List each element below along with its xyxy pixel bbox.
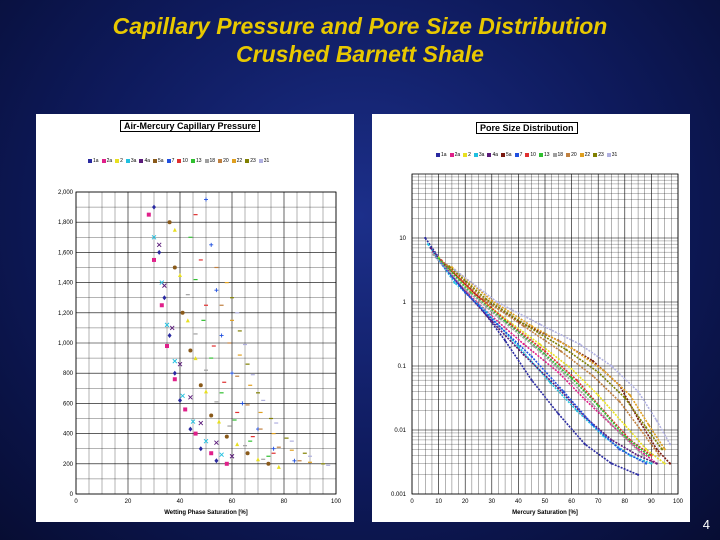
data-point (648, 424, 650, 426)
data-point (214, 401, 218, 402)
legend-label: 1a (93, 158, 99, 164)
data-point (178, 273, 182, 277)
y-tick-label: 200 (62, 461, 73, 468)
data-point (571, 377, 573, 379)
x-tick-label: 100 (330, 499, 342, 505)
data-point (640, 429, 642, 431)
data-point (225, 435, 229, 439)
data-point (496, 323, 498, 325)
data-point (637, 390, 639, 392)
y-tick-label: 600 (62, 401, 73, 408)
data-point (618, 400, 620, 402)
data-point (186, 318, 190, 322)
data-point (664, 448, 666, 450)
legend-label: 13 (543, 152, 550, 158)
x-tick-label: 20 (124, 499, 132, 505)
data-point (292, 459, 296, 463)
data-point (565, 349, 567, 351)
series-5a (443, 262, 671, 464)
data-point (243, 344, 247, 345)
y-tick-label: 10 (399, 236, 406, 242)
data-point (645, 448, 647, 450)
y-tick-label: 0 (69, 492, 73, 498)
data-point (661, 448, 663, 450)
data-point (648, 454, 650, 456)
slide-title-line2: Crushed Barnett Shale (236, 41, 484, 67)
data-point (531, 325, 533, 327)
data-point (235, 312, 239, 313)
data-point (432, 254, 434, 256)
data-point (214, 458, 218, 463)
data-point (272, 433, 276, 434)
data-point (188, 237, 192, 238)
data-point (199, 383, 203, 387)
data-point (592, 375, 594, 377)
legend-label: 20 (571, 152, 577, 158)
legend-label: 10 (530, 152, 536, 158)
x-tick-label: 80 (621, 499, 629, 505)
data-point (222, 382, 226, 383)
x-tick-label: 0 (74, 499, 78, 505)
x-tick-label: 20 (461, 499, 469, 505)
x-axis-label: Mercury Saturation [%] (512, 510, 578, 516)
data-point (256, 457, 260, 461)
data-point (637, 454, 639, 456)
data-point (168, 333, 172, 338)
data-point (269, 418, 273, 419)
x-tick-label: 60 (228, 499, 236, 505)
data-point (230, 297, 234, 298)
data-point (544, 350, 546, 352)
series-31 (235, 312, 330, 466)
series-line (449, 266, 662, 449)
data-point (220, 453, 224, 457)
data-point (669, 443, 671, 445)
data-point (645, 462, 647, 464)
data-point (168, 220, 172, 224)
data-point (523, 343, 525, 345)
data-point (261, 459, 265, 460)
series-10 (440, 259, 652, 456)
data-point (563, 390, 565, 392)
data-point (610, 462, 612, 464)
data-point (664, 462, 666, 464)
data-point (194, 432, 198, 436)
data-point (499, 318, 501, 320)
data-point (246, 404, 250, 405)
data-point (321, 463, 325, 464)
data-point (496, 301, 498, 303)
legend-label: 2a (454, 152, 461, 158)
data-point (230, 320, 234, 321)
data-point (248, 385, 252, 386)
series-1a (152, 205, 218, 464)
data-point (448, 265, 450, 267)
y-tick-label: 1,000 (57, 341, 73, 347)
data-point (650, 462, 652, 464)
data-point (272, 453, 276, 454)
data-point (204, 198, 208, 202)
data-point (266, 456, 270, 457)
data-point (597, 371, 599, 373)
data-point (650, 454, 652, 456)
y-tick-label: 1,600 (57, 250, 73, 257)
data-point (303, 453, 307, 454)
data-point (560, 350, 562, 352)
data-point (214, 267, 218, 268)
series-4a (157, 243, 234, 458)
legend-label: 2 (120, 158, 123, 164)
data-point (597, 405, 599, 407)
capillary-pressure-plot (36, 114, 354, 522)
legend-label: 22 (584, 152, 591, 158)
data-point (227, 342, 231, 343)
data-point (235, 412, 239, 413)
data-point (531, 356, 533, 358)
data-point (235, 376, 239, 377)
data-point (204, 305, 208, 306)
data-point (147, 213, 151, 217)
data-point (592, 424, 594, 426)
data-point (272, 447, 276, 451)
data-point (188, 395, 192, 399)
legend-label: 2 (468, 152, 471, 158)
x-tick-label: 70 (594, 499, 602, 505)
pore-size-plot (372, 114, 690, 522)
x-tick-label: 90 (648, 499, 655, 505)
slide-title (0, 12, 720, 68)
legend-label: 7 (519, 152, 523, 158)
data-point (256, 392, 260, 393)
data-point (152, 258, 156, 262)
x-tick-label: 0 (410, 499, 414, 505)
data-point (445, 264, 447, 266)
legend-label: 3a (130, 158, 137, 164)
data-point (525, 324, 527, 326)
legend-label: 3a (478, 152, 485, 158)
data-point (246, 364, 250, 365)
legend-label: 5a (506, 152, 512, 158)
data-point (225, 462, 229, 466)
slide-title-line1: Capillary Pressure and Pore Size Distribution (112, 13, 608, 39)
data-point (225, 282, 229, 283)
data-point (533, 346, 535, 348)
data-point (430, 247, 432, 249)
data-point (162, 295, 166, 300)
data-point (183, 407, 187, 411)
data-point (656, 420, 658, 422)
data-point (199, 259, 203, 260)
data-point (565, 375, 567, 377)
data-point (173, 228, 177, 232)
data-point (642, 454, 644, 456)
legend-label: 20 (223, 158, 229, 164)
data-point (571, 347, 573, 349)
data-point (597, 394, 599, 396)
data-point (602, 369, 604, 371)
data-point (194, 333, 198, 334)
data-point (539, 349, 541, 351)
data-point (308, 462, 312, 463)
data-point (251, 374, 255, 375)
data-point (669, 462, 671, 464)
data-point (557, 371, 559, 373)
data-point (290, 441, 294, 442)
data-point (592, 360, 594, 362)
data-point (453, 269, 455, 271)
data-point (173, 377, 177, 381)
chart-title: Pore Size Distribution (476, 122, 578, 134)
legend-label: 5a (158, 158, 164, 164)
data-point (199, 421, 203, 425)
data-point (220, 392, 224, 393)
x-tick-label: 50 (541, 499, 549, 505)
data-point (209, 243, 213, 247)
data-point (485, 298, 487, 300)
data-point (656, 462, 658, 464)
data-point (618, 448, 620, 450)
data-point (557, 413, 559, 415)
data-point (173, 359, 177, 363)
legend-label: 2a (106, 158, 113, 164)
data-point (235, 442, 239, 446)
data-point (188, 349, 192, 353)
legend-label: 13 (195, 158, 202, 164)
legend-label: 31 (611, 152, 618, 158)
data-point (266, 462, 270, 466)
data-point (152, 205, 156, 210)
data-point (618, 432, 620, 434)
data-point (483, 298, 485, 300)
data-point (658, 454, 660, 456)
legend-label: 18 (209, 158, 216, 164)
data-point (464, 292, 466, 294)
data-point (209, 451, 213, 455)
data-point (209, 358, 213, 359)
data-point (504, 339, 506, 341)
data-point (584, 443, 586, 445)
y-tick-label: 0.001 (390, 492, 406, 498)
data-point (165, 344, 169, 348)
pore-size-chart-panel (372, 114, 690, 522)
y-tick-label: 0.1 (397, 364, 406, 370)
legend-label: 4a (492, 152, 499, 158)
x-tick-label: 40 (176, 499, 184, 505)
series-2 (173, 228, 281, 469)
data-point (186, 294, 190, 295)
series-22 (225, 282, 312, 463)
data-point (610, 365, 612, 367)
data-point (188, 427, 192, 432)
data-point (326, 465, 330, 466)
legend-label: 4a (144, 158, 151, 164)
legend-label: 23 (598, 152, 604, 158)
data-point (578, 343, 580, 345)
data-point (251, 436, 255, 437)
data-point (212, 345, 216, 346)
data-point (539, 323, 541, 325)
data-point (248, 441, 252, 442)
data-point (285, 438, 289, 439)
series-20 (445, 264, 660, 457)
data-point (178, 398, 182, 403)
data-point (201, 320, 205, 321)
data-point (539, 343, 541, 345)
y-tick-label: 1,800 (57, 220, 73, 227)
data-point (194, 279, 198, 280)
data-point (584, 398, 586, 400)
data-point (259, 412, 263, 413)
data-point (194, 214, 198, 215)
data-point (274, 422, 278, 423)
data-point (523, 325, 525, 327)
data-point (199, 446, 203, 451)
x-tick-label: 40 (515, 499, 522, 505)
data-point (624, 424, 626, 426)
data-point (624, 397, 626, 399)
data-point (523, 354, 525, 356)
data-point (204, 370, 208, 371)
x-tick-label: 10 (435, 499, 442, 505)
data-point (531, 379, 533, 381)
x-tick-label: 30 (488, 499, 496, 505)
data-point (157, 243, 161, 247)
data-point (453, 282, 455, 284)
data-point (233, 419, 237, 420)
data-point (261, 400, 265, 401)
page-number: 4 (702, 517, 710, 532)
y-tick-label: 1,400 (57, 280, 73, 287)
y-tick-label: 800 (62, 371, 73, 378)
series-23 (230, 297, 325, 464)
data-point (181, 311, 185, 315)
legend-label: 23 (250, 158, 256, 164)
data-point (178, 252, 182, 253)
data-point (227, 425, 231, 426)
y-tick-label: 1,200 (57, 310, 73, 317)
legend-label: 31 (263, 158, 270, 164)
data-point (204, 389, 208, 393)
data-point (238, 354, 242, 355)
x-tick-label: 60 (568, 499, 575, 505)
data-point (214, 288, 218, 292)
x-tick-label: 80 (280, 499, 288, 505)
data-point (240, 401, 244, 405)
legend-label: 22 (236, 158, 243, 164)
x-axis-label: Wetting Phase Saturation [%] (164, 510, 248, 516)
data-point (277, 447, 281, 448)
legend-label: 1a (441, 152, 447, 158)
data-point (173, 371, 177, 376)
data-point (230, 371, 234, 375)
data-point (243, 445, 247, 446)
data-point (246, 451, 250, 455)
capillary-pressure-chart-panel (36, 114, 354, 522)
y-tick-label: 1 (402, 300, 406, 306)
chart-title: Air-Mercury Capillary Pressure (120, 120, 260, 132)
data-point (290, 450, 294, 451)
data-point (220, 333, 224, 337)
data-point (571, 368, 573, 370)
y-tick-label: 0.01 (394, 428, 406, 434)
data-point (277, 465, 281, 469)
x-tick-label: 100 (672, 499, 684, 505)
data-point (173, 266, 177, 270)
data-point (424, 237, 426, 239)
data-point (298, 460, 302, 461)
data-point (217, 420, 221, 424)
data-point (464, 288, 466, 290)
data-point (637, 474, 639, 476)
data-point (576, 379, 578, 381)
data-point (238, 330, 242, 331)
legend-label: 10 (182, 158, 188, 164)
data-point (220, 305, 224, 306)
series-23 (448, 265, 663, 450)
data-point (629, 394, 631, 396)
data-point (214, 441, 218, 445)
y-tick-label: 400 (62, 431, 73, 438)
legend-label: 7 (171, 158, 175, 164)
data-point (160, 303, 164, 307)
legend-label: 18 (557, 152, 564, 158)
y-tick-label: 2,000 (57, 190, 73, 196)
data-point (259, 428, 263, 429)
data-point (645, 426, 647, 428)
data-point (157, 250, 161, 255)
data-point (592, 403, 594, 405)
data-point (427, 243, 429, 245)
data-point (162, 284, 166, 288)
data-point (209, 413, 213, 417)
data-point (308, 456, 312, 457)
data-point (181, 394, 185, 398)
